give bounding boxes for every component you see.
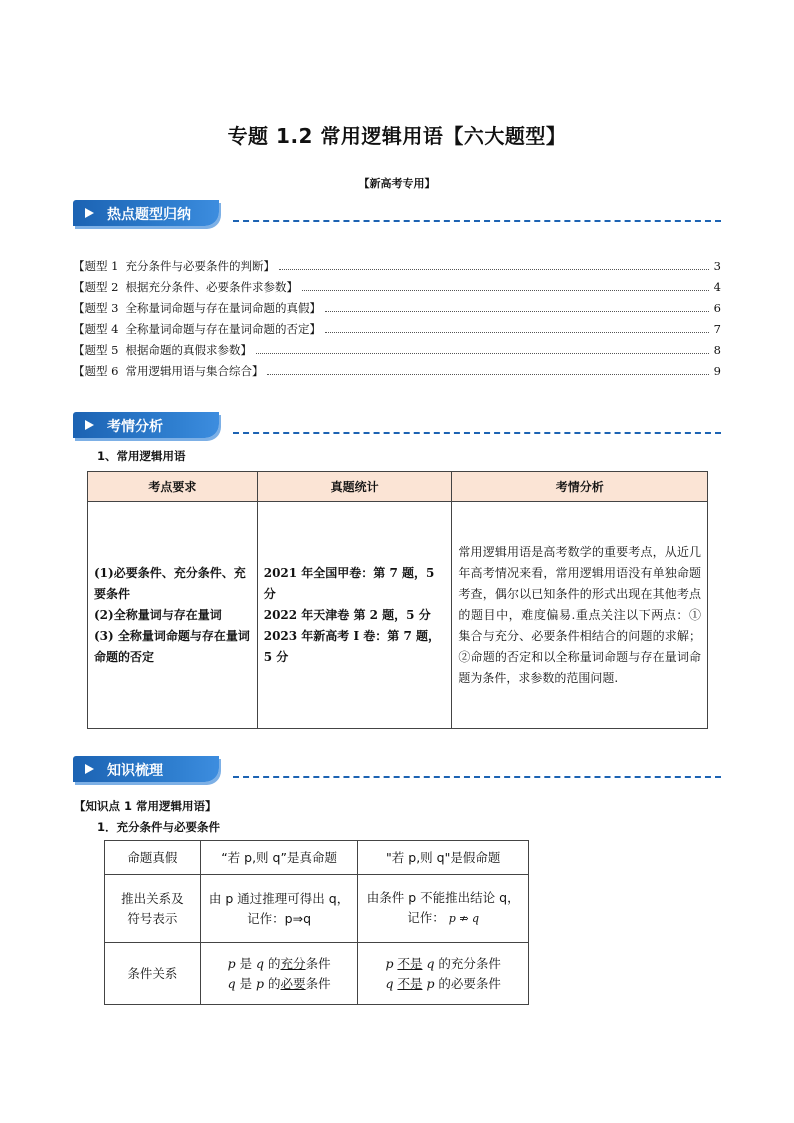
toc-page: 8	[713, 343, 721, 357]
toc-item[interactable]	[73, 279, 721, 300]
knowledge-item-label: 1．充分条件与必要条件	[97, 820, 221, 834]
cell-line: 记作：	[407, 910, 445, 925]
requirement-item: (3) 全称量词命题与存在量词命题的否定	[94, 628, 250, 664]
table-row	[105, 943, 529, 1005]
condition-table	[104, 840, 529, 1005]
toc-leader	[279, 269, 709, 270]
page-title: 专题 1.2 常用逻辑用语【六大题型】	[227, 124, 567, 148]
toc-leader	[267, 374, 709, 375]
table-of-contents	[73, 258, 721, 384]
column-header: 真题统计	[257, 472, 452, 502]
text: 是	[235, 955, 257, 971]
statistics-cell	[257, 502, 452, 729]
cell	[358, 875, 529, 943]
banner-exam-analysis	[73, 412, 721, 442]
banner-title: 热点题型归纳	[107, 207, 191, 223]
statistic-item: 2021 年全国甲卷：第 7 题，5 分	[263, 565, 435, 601]
section-label: 1、常用逻辑用语	[97, 449, 186, 463]
play-arrow-icon	[85, 764, 94, 774]
toc-number: 【题型 3	[73, 301, 119, 315]
toc-item[interactable]	[73, 258, 721, 279]
cell: “若 p,则 q”是真命题	[200, 841, 358, 875]
cell-line: 由条件 p 不能推出结论 q，	[366, 890, 520, 905]
var-p: p	[426, 975, 435, 991]
banner-dash-line	[233, 432, 721, 434]
underlined-term: 不是	[397, 955, 423, 971]
toc-number: 【题型 2	[73, 280, 119, 294]
text: 的	[264, 975, 281, 991]
var-q: q	[426, 955, 435, 971]
toc-number: 【题型 5	[73, 343, 119, 357]
play-arrow-icon	[85, 208, 94, 218]
exam-analysis-table	[87, 471, 708, 729]
requirement-item: (1)必要条件、充分条件、充要条件	[94, 565, 246, 601]
underlined-term: 必要	[280, 975, 306, 991]
toc-label: 充分条件与必要条件的判断】	[125, 259, 275, 273]
var-p: p	[256, 975, 265, 991]
toc-page: 9	[713, 364, 721, 378]
toc-leader	[325, 311, 709, 312]
play-arrow-icon	[85, 420, 94, 430]
table-row	[105, 875, 529, 943]
toc-label: 根据充分条件、必要条件求参数】	[125, 280, 298, 294]
text: 条件	[305, 955, 331, 971]
toc-page: 7	[713, 322, 721, 336]
var-q: q	[227, 975, 236, 991]
banner-dash-line	[233, 776, 721, 778]
cell: "若 p,则 q"是假命题	[358, 841, 529, 875]
banner-hot-topics	[73, 200, 721, 230]
statistic-item: 2022 年天津卷 第 2 题，5 分	[263, 607, 431, 622]
table-row	[105, 841, 529, 875]
statistic-item: 2023 年新高考 I 卷：第 7 题，5 分	[263, 628, 440, 664]
cell-line: 记作：p⇒q	[247, 910, 311, 926]
toc-number: 【题型 4	[73, 322, 119, 336]
text: 是	[235, 975, 257, 991]
toc-item[interactable]	[73, 363, 721, 384]
cell	[200, 943, 358, 1005]
text: 的充分条件	[434, 955, 501, 971]
banner-dash-line	[233, 220, 721, 222]
cell	[358, 943, 529, 1005]
banner-title: 考情分析	[107, 419, 163, 435]
toc-page: 4	[713, 280, 721, 294]
column-header: 考情分析	[452, 472, 708, 502]
toc-label: 全称量词命题与存在量词命题的否定】	[125, 322, 321, 336]
var-q: q	[385, 975, 394, 991]
cell-line: 推出关系及	[121, 890, 184, 906]
toc-page: 3	[713, 259, 721, 273]
toc-item[interactable]	[73, 321, 721, 342]
text: 条件	[305, 975, 331, 991]
cell	[105, 875, 201, 943]
cell: 条件关系	[105, 943, 201, 1005]
toc-page: 6	[713, 301, 721, 315]
banner-title: 知识梳理	[107, 763, 163, 779]
cell	[200, 875, 358, 943]
var-q: q	[256, 955, 265, 971]
toc-leader	[325, 332, 709, 333]
toc-number: 【题型 1	[73, 259, 119, 273]
toc-leader	[256, 353, 709, 354]
banner-knowledge	[73, 756, 721, 786]
text: 的	[264, 955, 281, 971]
toc-item[interactable]	[73, 342, 721, 363]
table-header-row	[88, 472, 708, 502]
toc-label: 常用逻辑用语与集合综合】	[125, 364, 264, 378]
cell: 命题真假	[105, 841, 201, 875]
var-p: p	[385, 955, 394, 971]
cell-line: 由 p 通过推理可得出 q，	[208, 890, 350, 906]
toc-label: 根据命题的真假求参数】	[125, 343, 252, 357]
toc-leader	[302, 290, 709, 291]
column-header: 考点要求	[88, 472, 258, 502]
toc-item[interactable]	[73, 300, 721, 321]
page-subtitle: 【新高考专用】	[358, 177, 436, 190]
toc-label: 全称量词命题与存在量词命题的真假】	[125, 301, 321, 315]
cell-line: 符号表示	[127, 910, 178, 926]
toc-number: 【题型 6	[73, 364, 119, 378]
underlined-term: 不是	[397, 975, 423, 991]
not-implies-expression: p ⇏ q	[448, 912, 480, 925]
text: 的必要条件	[434, 975, 501, 991]
underlined-term: 充分	[280, 955, 306, 971]
requirements-cell	[88, 502, 258, 729]
requirement-item: (2)全称量词与存在量词	[94, 607, 222, 622]
knowledge-point-label: 【知识点 1 常用逻辑用语】	[74, 799, 217, 813]
table-row	[88, 502, 708, 729]
analysis-cell: 常用逻辑用语是高考数学的重要考点，从近几年高考情况来看，常用逻辑用语没有单独命题考查，偶尔以已知条件的形式出现在其他考点的题目中，难度偏易.重点关注以下两点：①集合与充分、必要条件相结合的问题的求解；②命题的否定和以全称量词命题与存在量词命题为条件，求参数的范围问题.	[452, 502, 708, 729]
var-p: p	[227, 955, 236, 971]
